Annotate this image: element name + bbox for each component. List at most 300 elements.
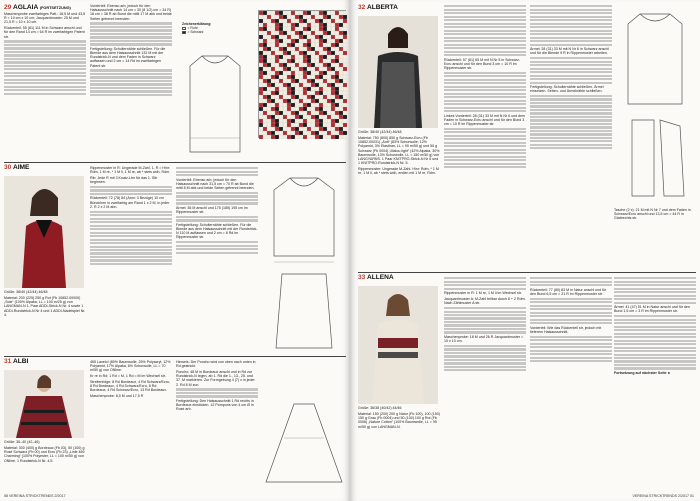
- chart-cell: [259, 19, 263, 23]
- chart-cell: [295, 47, 299, 51]
- chart-cell: [319, 83, 323, 87]
- chart-cell: [287, 47, 291, 51]
- chart-cell: [283, 95, 287, 99]
- allena-jacquard: Jacquardmuster A: M-Zahl teilbar durch 8 + 2 Rdm. Nach Zählmuster A str.: [444, 297, 526, 306]
- chart-cell: [299, 79, 303, 83]
- chart-cell: [287, 39, 291, 43]
- chart-cell: [327, 95, 331, 99]
- chart-cell: [335, 39, 339, 43]
- chart-cell: [299, 95, 303, 99]
- chart-cell: [263, 99, 267, 103]
- chart-cell: [331, 31, 335, 35]
- chart-cell: [311, 39, 315, 43]
- chart-cell: [343, 79, 347, 83]
- chart-cell: [287, 115, 291, 119]
- chart-cell: [295, 51, 299, 55]
- chart-cell: [275, 39, 279, 43]
- jacquard-chart: [258, 10, 346, 138]
- chart-cell: [283, 27, 287, 31]
- chart-cell: [331, 107, 335, 111]
- chart-cell: [291, 111, 295, 115]
- chart-cell: [275, 115, 279, 119]
- chart-cell: [307, 55, 311, 59]
- chart-cell: [287, 83, 291, 87]
- chart-cell: [299, 91, 303, 95]
- chart-cell: [259, 127, 263, 131]
- chart-cell: [299, 71, 303, 75]
- chart-cell: [323, 51, 327, 55]
- chart-cell: [287, 103, 291, 107]
- chart-cell: [259, 99, 263, 103]
- alberta-sketch: [614, 8, 696, 208]
- chart-cell: [291, 75, 295, 79]
- chart-cell: [259, 51, 263, 55]
- chart-cell: [323, 15, 327, 19]
- chart-cell: [291, 115, 295, 119]
- chart-cell: [299, 111, 303, 115]
- chart-cell: [331, 119, 335, 123]
- chart-cell: [331, 39, 335, 43]
- chart-cell: [315, 107, 319, 111]
- chart-cell: [291, 35, 295, 39]
- chart-cell: [263, 11, 267, 15]
- chart-cell: [299, 39, 303, 43]
- chart-cell: [267, 31, 271, 35]
- chart-cell: [299, 55, 303, 59]
- chart-cell: [331, 63, 335, 67]
- chart-cell: [287, 23, 291, 27]
- chart-cell: [291, 27, 295, 31]
- albi-muster: Kr re in Rd: 1 Rd = M, 1 Rd = M im Wechsel str.: [90, 374, 166, 379]
- chart-cell: [343, 63, 347, 67]
- albi-sketch: [262, 398, 346, 488]
- chart-cell: [283, 59, 287, 63]
- chart-cell: [299, 131, 303, 135]
- chart-cell: [327, 135, 331, 139]
- chart-cell: [295, 35, 299, 39]
- chart-cell: [339, 135, 343, 139]
- chart-cell: [331, 115, 335, 119]
- chart-cell: [311, 71, 315, 75]
- chart-cell: [295, 67, 299, 71]
- chart-cell: [323, 103, 327, 107]
- chart-cell: [279, 71, 283, 75]
- chart-cell: [299, 99, 303, 103]
- chart-cell: [319, 111, 323, 115]
- chart-cell: [339, 95, 343, 99]
- aglaia-ruecken: Rückenteil: 55 (61) 111 M in Schwarz anschl und für den Rand 14 cm = 64 R im zweifarbigen Patent str.: [4, 26, 85, 39]
- chart-cell: [263, 67, 267, 71]
- chart-cell: [315, 127, 319, 131]
- chart-cell: [323, 35, 327, 39]
- chart-cell: [323, 71, 327, 75]
- chart-cell: [343, 91, 347, 95]
- chart-cell: [327, 47, 331, 51]
- chart-cell: [275, 127, 279, 131]
- chart-cell: [259, 11, 263, 15]
- chart-cell: [267, 47, 271, 51]
- chart-cell: [303, 11, 307, 15]
- chart-cell: [259, 55, 263, 59]
- chart-cell: [295, 15, 299, 19]
- chart-cell: [315, 87, 319, 91]
- chart-cell: [311, 103, 315, 107]
- chart-cell: [315, 83, 319, 87]
- chart-cell: [271, 87, 275, 91]
- chart-cell: [283, 43, 287, 47]
- chart-cell: [267, 15, 271, 19]
- chart-cell: [315, 111, 319, 115]
- section-heading-allena: 33 ALLENA: [358, 274, 394, 281]
- chart-cell: [319, 35, 323, 39]
- chart-cell: [291, 23, 295, 27]
- chart-cell: [283, 75, 287, 79]
- chart-cell: [335, 55, 339, 59]
- chart-cell: [303, 119, 307, 123]
- chart-cell: [339, 107, 343, 111]
- chart-cell: [339, 67, 343, 71]
- chart-cell: [279, 43, 283, 47]
- chart-cell: [315, 51, 319, 55]
- chart-cell: [287, 123, 291, 127]
- chart-cell: [267, 127, 271, 131]
- chart-cell: [263, 79, 267, 83]
- chart-cell: [311, 79, 315, 83]
- chart-cell: [315, 63, 319, 67]
- chart-cell: [279, 75, 283, 79]
- chart-cell: [323, 43, 327, 47]
- chart-cell: [339, 11, 343, 15]
- chart-cell: [291, 119, 295, 123]
- aime-material: [4, 296, 86, 356]
- chart-cell: [263, 83, 267, 87]
- chart-cell: [327, 19, 331, 23]
- chart-cell: [279, 107, 283, 111]
- chart-cell: [303, 23, 307, 27]
- chart-cell: [327, 39, 331, 43]
- chart-cell: [283, 71, 287, 75]
- chart-cell: [295, 91, 299, 95]
- chart-cell: [315, 135, 319, 139]
- chart-cell: [275, 11, 279, 15]
- aime-sketch: [262, 170, 346, 354]
- chart-cell: [279, 91, 283, 95]
- chart-cell: [283, 107, 287, 111]
- chart-cell: [275, 23, 279, 27]
- chart-cell: [271, 135, 275, 139]
- chart-cell: [263, 127, 267, 131]
- chart-cell: [311, 111, 315, 115]
- chart-cell: [263, 115, 267, 119]
- chart-cell: [307, 47, 311, 51]
- alberta-column-3: [530, 4, 612, 272]
- chart-cell: [291, 99, 295, 103]
- chart-cell: [291, 107, 295, 111]
- chart-cell: [327, 87, 331, 91]
- legend-title: Zeichenerklärung:: [182, 22, 212, 26]
- chart-cell: [283, 19, 287, 23]
- right-page-footer: VEREINA STRICKTRENDS 2/2017 51: [632, 493, 694, 498]
- chart-cell: [279, 15, 283, 19]
- alberta-linkes-vorderteil: Linkes Vorderteil: 28 (31) 33 M mit N Nr 6 und dem Faden in Schwarz-Ecru anschl und für den Bund 3 cm = 10 R im Rippenmuster str.: [444, 113, 526, 126]
- chart-cell: [271, 23, 275, 27]
- chart-cell: [259, 75, 263, 79]
- chart-cell: [311, 75, 315, 79]
- albi-maschen: 465 Lavelo! (80% Baumwolle, 25% Polyacryl, 12% Polyamid, 17% Alpaka, 6% Schurwolle, LL = 70 m/50 g) von ONline.: [90, 360, 171, 373]
- chart-cell: [319, 131, 323, 135]
- chart-cell: [263, 87, 267, 91]
- chart-cell: [311, 91, 315, 95]
- chart-cell: [259, 47, 263, 51]
- chart-cell: [303, 75, 307, 79]
- chart-cell: [291, 47, 295, 51]
- chart-cell: [279, 127, 283, 131]
- chart-cell: [283, 131, 287, 135]
- chart-cell: [259, 123, 263, 127]
- chart-cell: [331, 95, 335, 99]
- chart-cell: [319, 71, 323, 75]
- chart-cell: [263, 123, 267, 127]
- chart-cell: [283, 11, 287, 15]
- chart-cell: [287, 59, 291, 63]
- chart-cell: [323, 59, 327, 63]
- chart-cell: [339, 15, 343, 19]
- chart-cell: [287, 27, 291, 31]
- chart-cell: [283, 99, 287, 103]
- chart-cell: [275, 95, 279, 99]
- chart-cell: [319, 59, 323, 63]
- chart-cell: [335, 51, 339, 55]
- chart-cell: [343, 47, 347, 51]
- chart-cell: [275, 19, 279, 23]
- chart-cell: [335, 59, 339, 63]
- chart-cell: [311, 23, 315, 27]
- allena-photo: [358, 286, 438, 404]
- chart-cell: [311, 27, 315, 31]
- chart-cell: [299, 119, 303, 123]
- chart-cell: [343, 131, 347, 135]
- chart-cell: [263, 31, 267, 35]
- chart-cell: [283, 15, 287, 19]
- chart-cell: [323, 63, 327, 67]
- chart-cell: [331, 71, 335, 75]
- alberta-photo: [358, 16, 438, 128]
- chart-cell: [283, 39, 287, 43]
- chart-cell: [339, 43, 343, 47]
- chart-cell: [259, 43, 263, 47]
- chart-cell: [303, 67, 307, 71]
- chart-cell: [323, 115, 327, 119]
- chart-cell: [259, 31, 263, 35]
- aglaia-column: [4, 4, 86, 162]
- alberta-tasche: [614, 208, 696, 272]
- chart-cell: [259, 115, 263, 119]
- chart-cell: [275, 59, 279, 63]
- chart-cell: [331, 123, 335, 127]
- chart-cell: [327, 55, 331, 59]
- chart-cell: [307, 51, 311, 55]
- allena-vorderteil: Vorderteil: Wie das Rückenteil str, jedoch mit tieferem Halsausschnitt.: [530, 325, 602, 334]
- chart-cell: [315, 27, 319, 31]
- chart-cell: [339, 119, 343, 123]
- chart-cell: [267, 19, 271, 23]
- right-page: [350, 0, 700, 501]
- chart-cell: [331, 131, 335, 135]
- chart-cell: [307, 131, 311, 135]
- chart-cell: [291, 11, 295, 15]
- chart-cell: [259, 87, 263, 91]
- alberta-rippenmuster: Rippenmuster: Ungerade M-Zahl. Hinr: Rdm, * 1 M re, 1 M li, ab * stets wdh, enden mit 1 M re, Rdm.: [358, 167, 439, 176]
- chart-cell: [307, 87, 311, 91]
- chart-cell: [335, 75, 339, 79]
- chart-cell: [335, 79, 339, 83]
- chart-cell: [319, 87, 323, 91]
- chart-cell: [267, 111, 271, 115]
- chart-cell: [287, 67, 291, 71]
- aime-photo: [4, 176, 84, 288]
- chart-cell: [275, 27, 279, 31]
- chart-cell: [259, 27, 263, 31]
- chart-cell: [303, 31, 307, 35]
- chart-cell: [343, 83, 347, 87]
- chart-cell: [331, 47, 335, 51]
- chart-cell: [303, 123, 307, 127]
- chart-cell: [311, 11, 315, 15]
- chart-cell: [331, 15, 335, 19]
- chart-cell: [275, 91, 279, 95]
- chart-cell: [307, 123, 311, 127]
- chart-cell: [335, 31, 339, 35]
- chart-cell: [323, 11, 327, 15]
- chart-cell: [263, 63, 267, 67]
- chart-cell: [271, 19, 275, 23]
- chart-cell: [263, 111, 267, 115]
- chart-cell: [331, 55, 335, 59]
- chart-cell: [343, 135, 347, 139]
- chart-cell: [311, 31, 315, 35]
- chart-cell: [283, 67, 287, 71]
- chart-cell: [323, 39, 327, 43]
- chart-cell: [295, 111, 299, 115]
- aglaia-sketch: [180, 48, 250, 158]
- chart-cell: [295, 123, 299, 127]
- aime-material-text: Material: 200 (225) 250 g Rot (Fb 10852.00000) „Soie“ (100% Alpaka, LL = 100 m/25 g) von LANGMAN-N 1. Paar ADDI-Strick-N Nr. 4 sowie 1 ADDI-Rundstrick-N Nr 4 und 1 ADDI-Nadelspiel Nr. 4.: [4, 296, 86, 317]
- chart-cell: [327, 67, 331, 71]
- chart-cell: [311, 127, 315, 131]
- chart-cell: [263, 75, 267, 79]
- chart-cell: [287, 11, 291, 15]
- chart-cell: [339, 19, 343, 23]
- chart-cell: [343, 103, 347, 107]
- chart-cell: [275, 79, 279, 83]
- chart-cell: [279, 99, 283, 103]
- chart-cell: [279, 35, 283, 39]
- chart-cell: [259, 79, 263, 83]
- chart-cell: [335, 83, 339, 87]
- aime-column-3: [176, 166, 258, 356]
- chart-cell: [271, 127, 275, 131]
- chart-cell: [335, 127, 339, 131]
- chart-cell: [299, 75, 303, 79]
- chart-cell: [295, 79, 299, 83]
- chart-cell: [271, 119, 275, 123]
- chart-cell: [283, 115, 287, 119]
- chart-cell: [299, 47, 303, 51]
- chart-cell: [307, 127, 311, 131]
- albi-size-caption: Größe: 36–40 (42–46): [4, 440, 40, 444]
- chart-cell: [263, 15, 267, 19]
- chart-cell: [303, 43, 307, 47]
- aime-armel: Ärmel: 36 M anschl und 175 (185) 195 cm im Rippenmuster str.: [176, 205, 248, 215]
- chart-cell: [311, 119, 315, 123]
- chart-cell: [275, 67, 279, 71]
- chart-cell: [271, 47, 275, 51]
- chart-cell: [283, 123, 287, 127]
- chart-cell: [307, 135, 311, 139]
- chart-cell: [267, 59, 271, 63]
- chart-cell: [307, 15, 311, 19]
- aglaia-maschenprobe: Maschenprobe zweifarbiges Patt.: 18,5 M und 43,5 R = 10 cm x 10 cm; Jacquardmuster: 25 M und 21,5 R = 10 x 10 cm.: [4, 12, 86, 25]
- chart-cell: [303, 103, 307, 107]
- chart-cell: [271, 35, 275, 39]
- chart-cell: [319, 75, 323, 79]
- chart-cell: [335, 43, 339, 47]
- chart-cell: [303, 35, 307, 39]
- chart-cell: [315, 11, 319, 15]
- chart-cell: [311, 15, 315, 19]
- chart-cell: [303, 135, 307, 139]
- chart-cell: [295, 39, 299, 43]
- chart-cell: [271, 43, 275, 47]
- chart-cell: [343, 27, 347, 31]
- chart-cell: [311, 59, 315, 63]
- chart-cell: [307, 75, 311, 79]
- chart-cell: [271, 63, 275, 67]
- chart-cell: [275, 107, 279, 111]
- chart-cell: [295, 87, 299, 91]
- chart-cell: [299, 127, 303, 131]
- chart-cell: [283, 63, 287, 67]
- chart-cell: [271, 115, 275, 119]
- chart-cell: [319, 115, 323, 119]
- chart-cell: [271, 71, 275, 75]
- chart-cell: [287, 87, 291, 91]
- alberta-fertigstellung: Fertigstellung: Schulternähte schließen. Ärmel einsetzen. Seiten- und Ärmelnähte schließen.: [530, 84, 604, 94]
- chart-cell: [343, 59, 347, 63]
- chart-cell: [343, 95, 347, 99]
- chart-cell: [263, 47, 267, 51]
- chart-cell: [327, 59, 331, 63]
- chart-cell: [335, 111, 339, 115]
- chart-cell: [279, 39, 283, 43]
- chart-cell: [275, 131, 279, 135]
- chart-cell: [343, 11, 347, 15]
- chart-cell: [343, 123, 347, 127]
- chart-cell: [339, 23, 343, 27]
- chart-cell: [275, 103, 279, 107]
- chart-cell: [307, 119, 311, 123]
- chart-cell: [303, 115, 307, 119]
- chart-cell: [331, 91, 335, 95]
- chart-cell: [299, 87, 303, 91]
- chart-cell: [263, 91, 267, 95]
- chart-cell: [299, 115, 303, 119]
- chart-cell: [275, 15, 279, 19]
- chart-cell: [307, 39, 311, 43]
- alberta-material-text: Material: 750 (800) 850 g Schwarz-Ecru (Fb 10852.00031) „Anit“ (83% Schurwolle, 12% Polyamid, 3% Elasthan, LL = 90 m/50 g) und 50 g Schwarz (Fb 0004) „Malou light“ (42% Alpaka, 30% Baumwolle, 13% Schurwolle, LL = 150 m/50 g) von LANGYARNS. 1 Paar KNITPRO-Strick-N Nr 6 und 1 KNITPRO-Rundstrick-N Nr. 5.: [358, 136, 440, 166]
- chart-cell: [267, 11, 271, 15]
- chart-cell: [331, 87, 335, 91]
